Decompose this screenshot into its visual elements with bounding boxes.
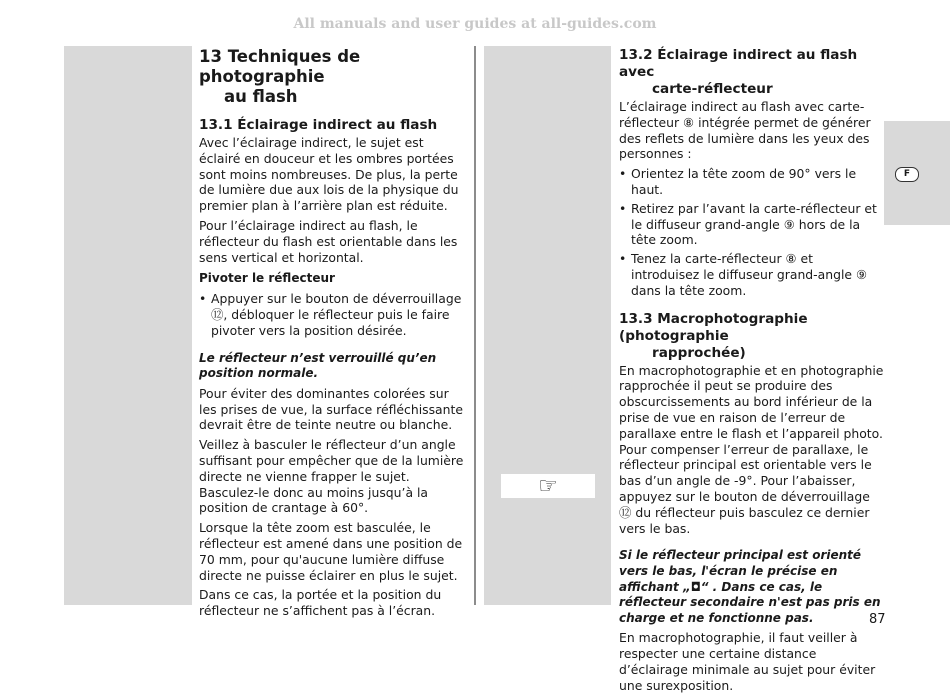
paragraph: En macrophotographie et en photographie rapprochée il peut se produire des obscurcissements au bord inférieur de la prise de vue en raison de l’erreur de parallaxe entre le flash et l’appareil photo. Pour compenser l’erreur de parallaxe, le réflecteur principal est orientable vers le bas d’un angle de -9°. Pour l’abaisser, appuyez sur le bouton de déverrouillage ⑫ du réflecteur puis basculez ce dernier vers le bas. xyxy=(619,362,884,536)
right-margin-band xyxy=(484,46,611,605)
paragraph: En macrophotographie, il faut veiller à respecter une certaine distance d’éclairage minimale au sujet pour éviter une surexposition. xyxy=(619,630,876,693)
paragraph: L’éclairage indirect au flash avec carte-réflecteur ⑧ intégrée permet de générer des reflets de lumière dans les yeux des personnes : xyxy=(619,99,871,162)
watermark: All manuals and user guides at all-guides.com xyxy=(293,16,657,32)
paragraph: Veillez à basculer le réflecteur d’un angle suffisant pour empêcher que de la lumière directe ne vienne frapper le sujet. Basculez-le donc au moins jusqu’à la position de crantage à 60°. xyxy=(199,437,464,516)
list-item: • Appuyer sur le bouton de déverrouillage ⑫, débloquer le réflecteur puis le faire pivoter vers la position désirée. xyxy=(199,291,467,338)
column-divider xyxy=(474,46,476,605)
section-13-3-heading-line1: 13.3 Macrophotographie (photographie xyxy=(619,310,808,344)
left-column xyxy=(199,47,467,623)
pivot-heading: Pivoter le réflecteur xyxy=(199,271,335,286)
paragraph: Lorsque la tête zoom est basculée, le réflecteur est amené dans une position de 70 mm, pour qu'aucune lumière diffuse directe ne puisse éclairer en plus le sujet. xyxy=(199,520,463,583)
note-macro-display: Si le réflecteur principal est orienté vers le bas, l'écran le précise en affichant „◘“ . Dans ce cas, le réflecteur secondaire n'est pas pris en charge et ne fonctionne pas. xyxy=(619,548,881,625)
section-13-2-heading-line1: 13.2 Éclairage indirect au flash avec xyxy=(619,47,858,80)
paragraph: Pour l’éclairage indirect au flash, le réflecteur du flash est orientable dans les sens vertical et horizontal. xyxy=(199,217,458,265)
right-column xyxy=(619,47,884,697)
list-item: • Orientez la tête zoom de 90° vers le haut. xyxy=(619,166,884,198)
language-tab-f: F xyxy=(895,167,919,182)
chapter-title-line2: au flash xyxy=(224,87,298,106)
note-normal-position: Le réflecteur n’est verrouillé qu’en position normale. xyxy=(199,350,437,381)
list-item: • Retirez par l’avant la carte-réflecteur et le diffuseur grand-angle ⑨ hors de la tête zoom. xyxy=(619,201,884,248)
section-13-2-heading-line2: carte-réflecteur xyxy=(652,81,773,97)
left-margin-band xyxy=(64,46,192,605)
pivot-list xyxy=(199,291,467,338)
page-number: 87 xyxy=(869,612,886,627)
paragraph: Pour éviter des dominantes colorées sur les prises de vue, la surface réfléchissante devrait être de teinte neutre ou blanche. xyxy=(199,385,463,433)
chapter-title-line1: 13 Techniques de photographie xyxy=(199,47,361,86)
paragraph: Dans ce cas, la portée et la position du réflecteur ne s’affichent pas à l’écran. xyxy=(199,587,442,619)
section-13-2-heading xyxy=(619,47,884,98)
paragraph: Avec l’éclairage indirect, le sujet est éclairé en douceur et les ombres portées sont moins nombreuses. De plus, la perte de lumière due aux lois de la physique du premier plan à l’arrière plan est réduite. xyxy=(199,135,459,214)
bounce-card-steps xyxy=(619,166,884,298)
section-13-3-heading-line2: rapprochée) xyxy=(652,344,746,361)
pointing-hand-icon: ☞ xyxy=(501,474,595,498)
list-item: • Tenez la carte-réflecteur ⑧ et introduisez le diffuseur grand-angle ⑨ dans la tête zoom. xyxy=(619,251,884,298)
chapter-title xyxy=(199,47,467,107)
section-13-3-heading xyxy=(619,311,884,362)
section-13-1-heading: 13.1 Éclairage indirect au flash xyxy=(199,117,438,133)
